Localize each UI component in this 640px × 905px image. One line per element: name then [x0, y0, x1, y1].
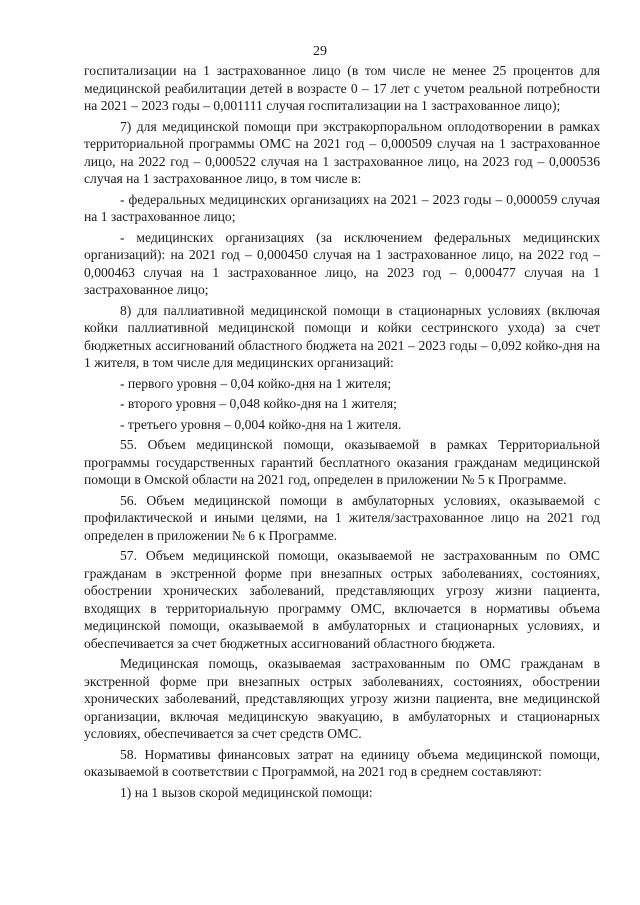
- paragraph: 8) для паллиативной медицинской помощи в стационарных условиях (включая койки паллиативной медицинской помощи и койки сестринского ухода) за счет бюджетных ассигнований областного бюджета на 2021 – 2023 годы – 0,092 койко-дня на 1 жителя, в том числе для медицинских организаций:: [84, 302, 600, 370]
- paragraph: 55. Объем медицинской помощи, оказываемой в рамках Территориальной программы государственных гарантий бесплатного оказания гражданам медицинской помощи в Омской области на 2021 год, определен в приложении № 5 к Программе.: [84, 437, 600, 487]
- document-body: [84, 62, 600, 801]
- paragraph: - федеральных медицинских организациях на 2021 – 2023 годы – 0,000059 случая на 1 застрахованное лицо;: [84, 191, 600, 224]
- paragraph: госпитализации на 1 застрахованное лицо (в том числе не менее 25 процентов для медицинской реабилитации детей в возрасте 0 – 17 лет с учетом реальной потребности на 2021 – 2023 годы – 0,001111 случая госпитализации на 1 застрахованное лицо);: [84, 63, 600, 113]
- paragraph: 1) на 1 вызов скорой медицинской помощи:: [120, 784, 373, 800]
- paragraph: 57. Объем медицинской помощи, оказываемой не застрахованным по ОМС гражданам в экстренной форме при внезапных острых заболеваниях, состояниях, обострении хронических заболеваний, представляющих угрозу жизни пациента, входящих в территориальную программу ОМС, включается в нормативы объема медицинской помощи, оказываемой в амбулаторных и стационарных условиях, и обеспечивается за счет бюджетных ассигнований областного бюджета.: [84, 548, 600, 651]
- page-number: 29: [313, 44, 327, 59]
- paragraph: - второго уровня – 0,048 койко-дня на 1 жителя;: [120, 396, 397, 411]
- paragraph: - первого уровня – 0,04 койко-дня на 1 жителя;: [120, 375, 392, 391]
- paragraph: Медицинская помощь, оказываемая застрахованным по ОМС гражданам в экстренной форме при внезапных острых заболеваниях, состояниях, обострении хронических заболеваний, представляющих угрозу жизни пациента, вне медицинской организации, включая медицинскую эвакуацию, в амбулаторных и стационарных условиях, обеспечивается за счет средств ОМС.: [84, 656, 600, 741]
- paragraph: - медицинских организациях (за исключением федеральных медицинских организаций): на 2021 год – 0,000450 случая на 1 застрахованное лицо, на 2022 год – 0,000463 случая на 1 застрахованное лицо, на 2023 год – 0,000477 случая на 1 застрахованное лицо;: [84, 229, 600, 297]
- paragraph: 58. Нормативы финансовых затрат на единицу объема медицинской помощи, оказываемой в соответствии с Программой, на 2021 год в среднем составляют:: [84, 746, 600, 779]
- paragraph: 7) для медицинской помощи при экстракорпоральном оплодотворении в рамках территориальной программы ОМС на 2021 год – 0,000509 случая на 1 застрахованное лицо, на 2022 год – 0,000522 случая на 1 застрахованное лицо, на 2023 год – 0,000536 случая на 1 застрахованное лицо, в том числе в:: [84, 118, 600, 186]
- paragraph: 56. Объем медицинской помощи в амбулаторных условиях, оказываемой с профилактической и иными целями, на 1 жителя/застрахованное лицо на 2021 год определен в приложении № 6 к Программе.: [84, 492, 600, 543]
- paragraph: - третьего уровня – 0,004 койко-дня на 1 жителя.: [120, 416, 402, 432]
